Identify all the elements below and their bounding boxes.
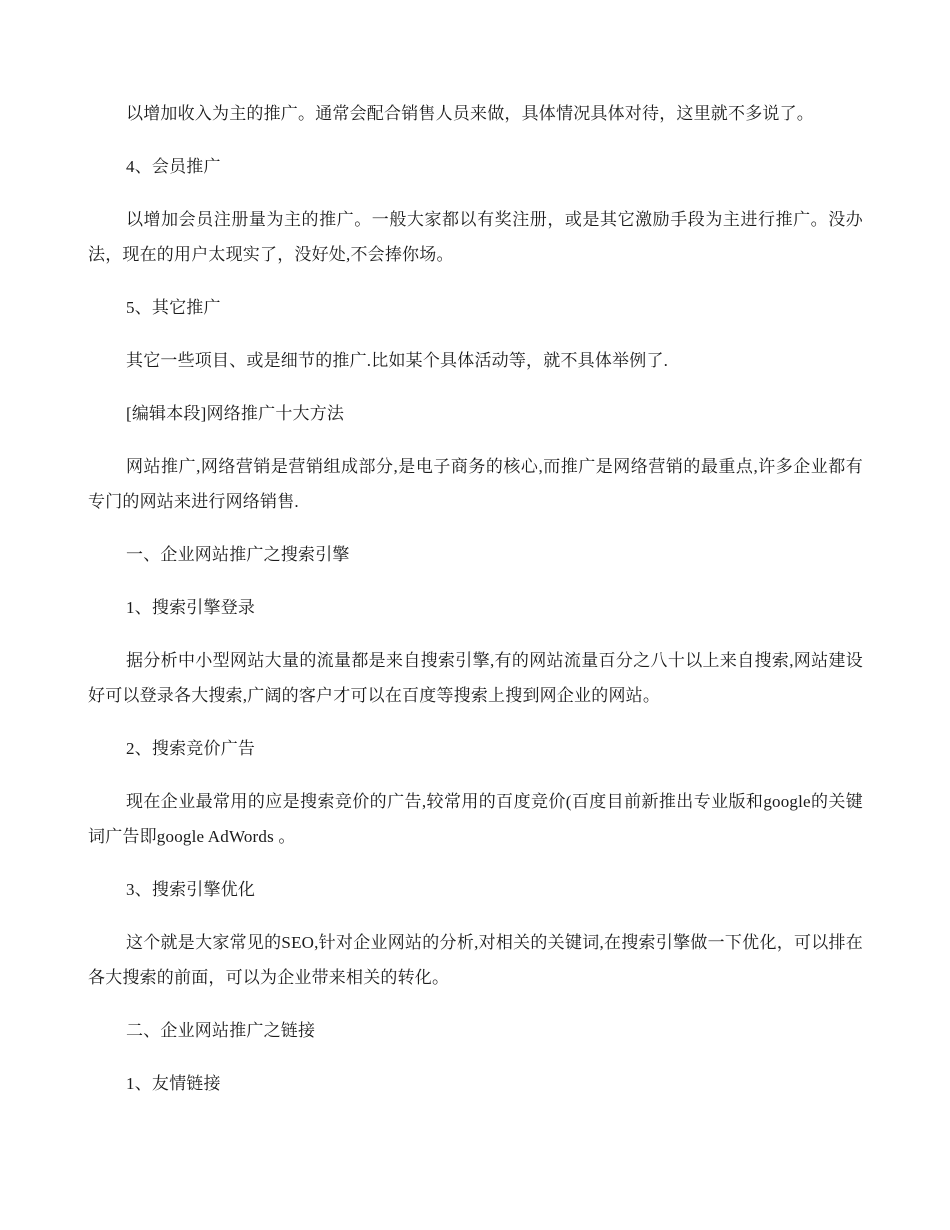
paragraph-search-bidding-ads: 现在企业最常用的应是搜索竞价的广告,较常用的百度竞价(百度目前新推出专业版和google的关键词广告即google AdWords 。 <box>88 792 863 846</box>
document-body <box>88 96 863 1119</box>
paragraph-income-promotion: 以增加收入为主的推广。通常会配合销售人员来做，具体情况具体对待，这里就不多说了。 <box>126 104 814 123</box>
heading-search-bidding-ads: 2、搜索竞价广告 <box>126 739 256 758</box>
section-heading-ten-methods: [编辑本段]网络推广十大方法 <box>126 404 345 423</box>
heading-member-promotion: 4、会员推广 <box>126 157 221 176</box>
heading-other-promotion: 5、其它推广 <box>126 298 221 317</box>
paragraph-other-promotion: 其它一些项目、或是细节的推广.比如某个具体活动等，就不具体举例了. <box>126 351 669 370</box>
heading-friend-links: 1、友情链接 <box>126 1074 221 1093</box>
paragraph-seo: 这个就是大家常见的SEO,针对企业网站的分析,对相关的关键词,在搜索引擎做一下优化，可以排在各大搜索的前面，可以为企业带来相关的转化。 <box>88 933 863 987</box>
heading-search-engine: 一、企业网站推广之搜索引擎 <box>126 545 350 564</box>
heading-links: 二、企业网站推广之链接 <box>126 1021 316 1040</box>
heading-seo: 3、搜索引擎优化 <box>126 880 256 899</box>
paragraph-website-promotion: 网站推广,网络营销是营销组成部分,是电子商务的核心,而推广是网络营销的最重点,许多企业都有专门的网站来进行网络销售. <box>88 457 863 511</box>
paragraph-search-engine-login: 据分析中小型网站大量的流量都是来自搜索引擎,有的网站流量百分之八十以上来自搜索,网站建设好可以登录各大搜索,广阔的客户才可以在百度等搜索上搜到网企业的网站。 <box>88 651 863 705</box>
paragraph-member-promotion: 以增加会员注册量为主的推广。一般大家都以有奖注册，或是其它激励手段为主进行推广。没办法，现在的用户太现实了，没好处,不会捧你场。 <box>88 210 863 264</box>
heading-search-engine-login: 1、搜索引擎登录 <box>126 598 256 617</box>
